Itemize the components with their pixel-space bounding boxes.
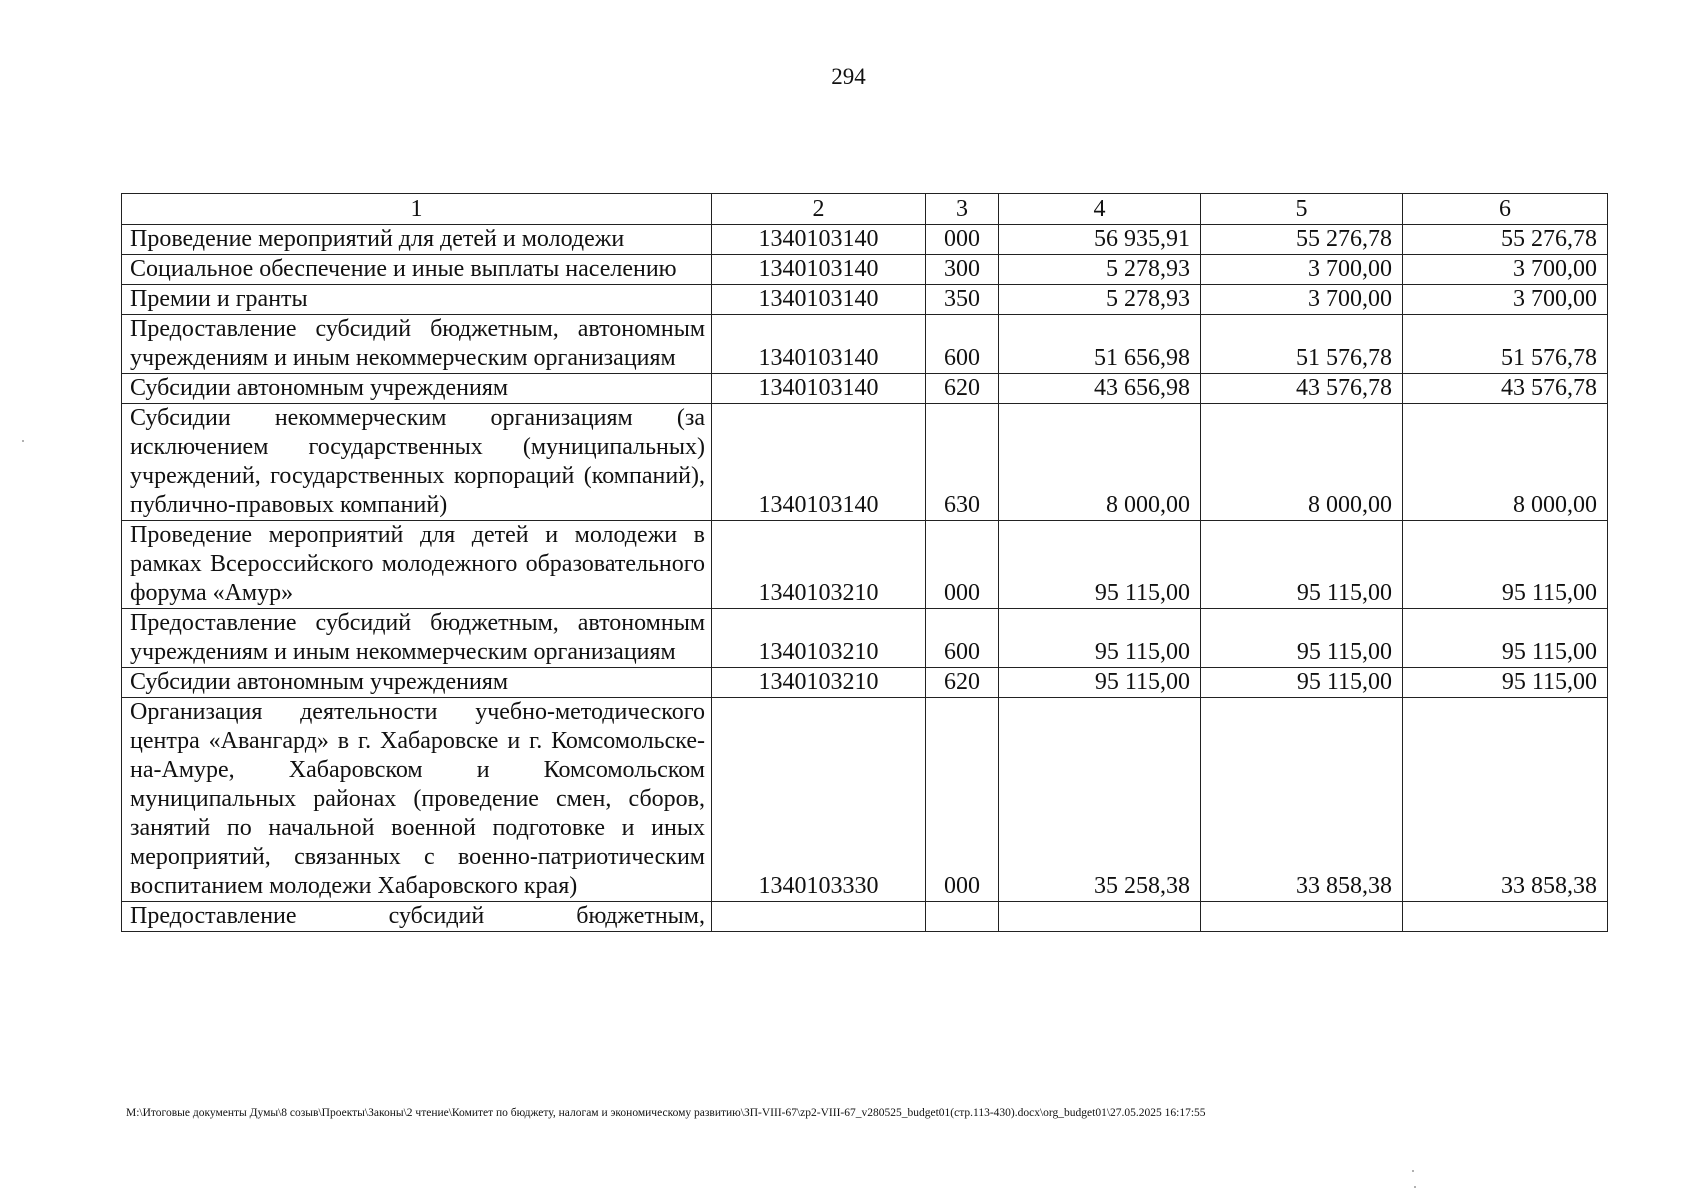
row-value-col6: 33 858,38 <box>1403 698 1608 902</box>
scan-speck <box>1412 1170 1414 1172</box>
row-value-col4: 51 656,98 <box>999 315 1201 374</box>
row-value-col5: 95 115,00 <box>1201 668 1403 698</box>
row-value-col5: 95 115,00 <box>1201 521 1403 609</box>
page-number: 294 <box>831 64 866 89</box>
row-expense-type: 620 <box>926 374 999 404</box>
row-target-code: 1340103210 <box>712 521 926 609</box>
header-col-4: 4 <box>999 194 1201 225</box>
row-value-col5: 33 858,38 <box>1201 698 1403 902</box>
table-row <box>122 255 1608 285</box>
row-value-col4 <box>999 902 1201 932</box>
row-target-code: 1340103210 <box>712 609 926 668</box>
row-name: Субсидии некоммерческим организациям (за исключением государственных (муниципальных) учреждений, государственных корпораций (компаний), публично-правовых компаний) <box>122 404 712 521</box>
row-name: Предоставление субсидий бюджетным, <box>122 902 712 932</box>
row-expense-type: 000 <box>926 698 999 902</box>
header-col-1: 1 <box>122 194 712 225</box>
row-value-col6 <box>1403 902 1608 932</box>
row-value-col4: 95 115,00 <box>999 521 1201 609</box>
table-row <box>122 698 1608 902</box>
row-value-col6: 55 276,78 <box>1403 225 1608 255</box>
row-value-col5 <box>1201 902 1403 932</box>
row-value-col5: 43 576,78 <box>1201 374 1403 404</box>
table-row <box>122 609 1608 668</box>
row-value-col4: 95 115,00 <box>999 609 1201 668</box>
row-name: Предоставление субсидий бюджетным, автономным учреждениям и иным некоммерческим организациям <box>122 609 712 668</box>
row-target-code <box>712 902 926 932</box>
row-target-code: 1340103140 <box>712 225 926 255</box>
row-value-col6: 43 576,78 <box>1403 374 1608 404</box>
row-name: Премии и гранты <box>122 285 712 315</box>
row-target-code: 1340103140 <box>712 255 926 285</box>
budget-table <box>121 193 1608 932</box>
table-row <box>122 668 1608 698</box>
scan-speck <box>1414 1186 1416 1188</box>
row-target-code: 1340103210 <box>712 668 926 698</box>
row-value-col6: 8 000,00 <box>1403 404 1608 521</box>
row-name: Проведение мероприятий для детей и молодежи в рамках Всероссийского молодежного образовательного форума «Амур» <box>122 521 712 609</box>
row-value-col6: 95 115,00 <box>1403 668 1608 698</box>
row-value-col6: 3 700,00 <box>1403 285 1608 315</box>
table-row <box>122 374 1608 404</box>
scan-speck <box>22 440 24 442</box>
row-name: Организация деятельности учебно-методического центра «Авангард» в г. Хабаровске и г. Комсомольске-на-Амуре, Хабаровском и Комсомольском муниципальных районах (проведение смен, сборов, занятий по начальной военной подготовке и иных мероприятий, связанных с военно-патриотическим воспитанием молодежи Хабаровского края) <box>122 698 712 902</box>
row-value-col4: 56 935,91 <box>999 225 1201 255</box>
row-name: Субсидии автономным учреждениям <box>122 374 712 404</box>
table-row <box>122 521 1608 609</box>
row-value-col4: 35 258,38 <box>999 698 1201 902</box>
table-row <box>122 315 1608 374</box>
table-body <box>122 225 1608 932</box>
header-col-3: 3 <box>926 194 999 225</box>
row-value-col5: 3 700,00 <box>1201 255 1403 285</box>
row-target-code: 1340103140 <box>712 374 926 404</box>
row-expense-type: 300 <box>926 255 999 285</box>
row-value-col4: 95 115,00 <box>999 668 1201 698</box>
row-name: Социальное обеспечение и иные выплаты населению <box>122 255 712 285</box>
row-expense-type: 000 <box>926 521 999 609</box>
row-target-code: 1340103140 <box>712 315 926 374</box>
header-col-6: 6 <box>1403 194 1608 225</box>
row-expense-type: 600 <box>926 609 999 668</box>
table-row <box>122 285 1608 315</box>
row-expense-type: 600 <box>926 315 999 374</box>
row-expense-type <box>926 902 999 932</box>
header-col-5: 5 <box>1201 194 1403 225</box>
row-expense-type: 620 <box>926 668 999 698</box>
row-name: Предоставление субсидий бюджетным, автономным учреждениям и иным некоммерческим организациям <box>122 315 712 374</box>
row-value-col5: 8 000,00 <box>1201 404 1403 521</box>
row-target-code: 1340103140 <box>712 285 926 315</box>
row-value-col4: 43 656,98 <box>999 374 1201 404</box>
row-value-col6: 95 115,00 <box>1403 609 1608 668</box>
row-expense-type: 000 <box>926 225 999 255</box>
row-name: Субсидии автономным учреждениям <box>122 668 712 698</box>
table-row <box>122 404 1608 521</box>
table-row <box>122 225 1608 255</box>
row-target-code: 1340103140 <box>712 404 926 521</box>
row-value-col5: 51 576,78 <box>1201 315 1403 374</box>
row-value-col6: 51 576,78 <box>1403 315 1608 374</box>
header-col-2: 2 <box>712 194 926 225</box>
row-value-col4: 8 000,00 <box>999 404 1201 521</box>
table-header <box>122 194 1608 225</box>
row-value-col5: 3 700,00 <box>1201 285 1403 315</box>
table-row <box>122 902 1608 932</box>
row-value-col5: 95 115,00 <box>1201 609 1403 668</box>
footer-file-path: М:\Итоговые документы Думы\8 созыв\Проекты\Законы\2 чтение\Комитет по бюджету, налогам и экономическому развитию\ЗП-VIII-67\zp2-VIII-67_v280525_budget01(стр.113-430).docx\org_budget01\27.05.2025 16:17:55 <box>126 1107 1206 1119</box>
row-expense-type: 630 <box>926 404 999 521</box>
row-target-code: 1340103330 <box>712 698 926 902</box>
row-value-col4: 5 278,93 <box>999 285 1201 315</box>
row-value-col6: 3 700,00 <box>1403 255 1608 285</box>
row-value-col5: 55 276,78 <box>1201 225 1403 255</box>
row-name: Проведение мероприятий для детей и молодежи <box>122 225 712 255</box>
header-row <box>122 194 1608 225</box>
row-expense-type: 350 <box>926 285 999 315</box>
row-value-col4: 5 278,93 <box>999 255 1201 285</box>
row-value-col6: 95 115,00 <box>1403 521 1608 609</box>
